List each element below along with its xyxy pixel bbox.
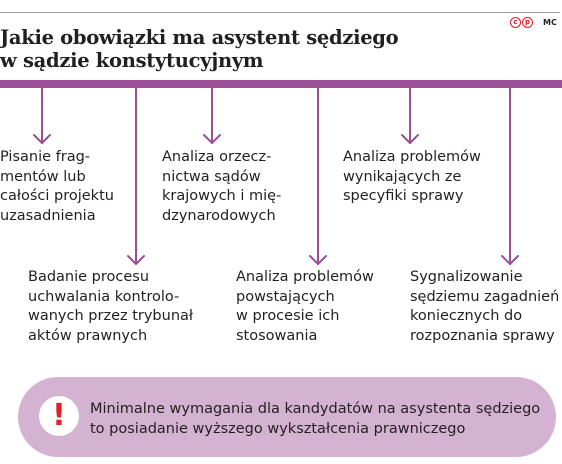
arrow-down-icon (204, 88, 220, 143)
arrow-down-icon (502, 88, 518, 264)
arrow-down-icon (402, 88, 418, 143)
exclamation-icon: ! (39, 396, 79, 436)
duty-item: Analiza problemów powstających w procesie ich stosowania (236, 269, 374, 344)
title-line-2: w sądzie konstytucyjnym (0, 49, 264, 72)
arrow-down-icon (310, 88, 326, 264)
requirements-note (18, 377, 556, 457)
logo-letter-p: p (522, 17, 533, 28)
duty-item: Sygnalizowanie sędziemu zagadnień koniecznych do rozpoznania sprawy (410, 269, 560, 344)
logo-letter-c: c (510, 17, 521, 28)
title-line-1: Jakie obowiązki ma asystent sędziego (0, 26, 399, 49)
arrow-down-icon (128, 88, 144, 264)
author-initials: MC (543, 18, 557, 27)
duty-item: Analiza orzecz- nictwa sądów krajowych i mię- dzynarodowych (162, 149, 282, 224)
note-text: Minimalne wymagania dla kandydatów na asystenta sędziego to posiadanie wyższego wykształcenia prawniczego (90, 401, 541, 437)
duty-item: Pisanie frag- mentów lub całości projektu uzasadnienia (0, 149, 114, 224)
duty-item: Analiza problemów wynikających ze specyfiki sprawy (343, 149, 481, 204)
arrow-down-icon (34, 88, 50, 143)
duty-item: Badanie procesu uchwalania kontrolo- wanych przez trybunał aktów prawnych (28, 269, 194, 344)
